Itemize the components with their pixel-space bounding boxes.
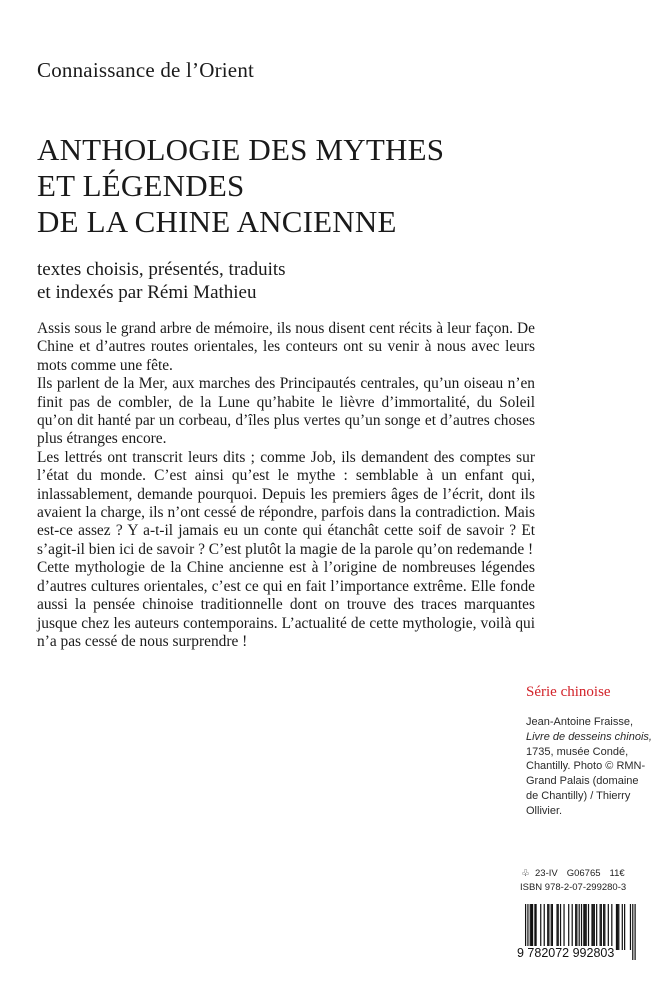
title-line-2: ET LÉGENDES [37, 168, 245, 203]
book-codes [520, 867, 626, 895]
subtitle-line-1: textes choisis, présentés, traduits [37, 259, 286, 280]
barcode-bar [584, 904, 585, 950]
barcode-bar [563, 904, 564, 950]
barcode-bar [540, 904, 541, 950]
price: 11€ [609, 868, 625, 879]
barcode-bar [622, 904, 623, 950]
barcode-bar [604, 904, 605, 950]
barcode-bar [568, 904, 569, 950]
title-line-3: DE LA CHINE ANCIENNE [37, 204, 397, 239]
barcode-bar [603, 904, 604, 950]
subtitle-line-2: et indexés par Rémi Mathieu [37, 282, 257, 303]
barcode-bar [616, 904, 617, 950]
barcode-bar [591, 904, 592, 950]
barcode-number: 9 782072 992803 [517, 946, 615, 960]
code-reference: G06765 [566, 868, 601, 879]
blurb-paragraph-1: Assis sous le grand arbre de mémoire, ils nous disent cent récits à leur façon. De Chine et d’autres routes orientales, les conteurs ont su venir à nous avec leurs mots comme une fête. [37, 320, 535, 374]
barcode-bar [576, 904, 577, 950]
barcode-bar [600, 904, 601, 950]
book-title [37, 132, 637, 240]
barcode-bar [558, 904, 559, 950]
barcode-bar [560, 904, 561, 950]
credit-work: Livre de desseins chinois, [526, 730, 652, 743]
barcode-bar [583, 904, 584, 950]
collection-name: Connaissance de l’Orient [37, 58, 255, 82]
barcode-bar [556, 904, 557, 950]
series-label: Série chinoise [526, 684, 611, 700]
barcode-bar [611, 904, 612, 950]
barcode-bar [617, 904, 618, 950]
barcode-bar [593, 904, 594, 950]
barcode-bar [618, 904, 619, 950]
barcode-bar [594, 904, 595, 950]
code-volume: 23-IV [535, 868, 558, 879]
barcode-bar [601, 904, 602, 950]
barcode-bar [551, 904, 552, 950]
barcode-bar [535, 904, 536, 950]
barcode-bar [586, 904, 587, 950]
barcode-bar [596, 904, 597, 950]
barcode-bar [575, 904, 576, 950]
barcode-bar [624, 904, 625, 950]
barcode-bar [588, 904, 589, 950]
barcode-bar [530, 904, 531, 950]
barcode-bar [531, 904, 532, 950]
credit-author: Jean-Antoine Fraisse, [526, 716, 633, 728]
book-subtitle [37, 258, 286, 304]
title-line-1: ANTHOLOGIE DES MYTHES [37, 132, 445, 167]
blurb-paragraph-2: Ils parlent de la Mer, aux marches des Principautés centrales, qu’un oiseau n’en finit pas de combler, de la Lune qu’habite le lièvre d’immortalité, du Soleil qu’on dit hanté par un corbeau, d’îles plus vertes qu’un songe et d’autres choses plus étranges encore. [37, 375, 535, 448]
blurb-paragraph-3: Les lettrés ont transcrit leurs dits ; comme Job, ils demandent des comptes sur l’état du monde. C’est ainsi qu’est le mythe : semblable à un enfant qui, inlassablement, demande pourquoi. Depuis les premiers âges de l’écrit, dont ils avaient la charge, ils n’ont cessé de répondre, parfois dans la contradiction. Mais est-ce assez ? Y a-t-il jamais eu un conte qui étanchât cette soif de savoir ? Et s’agit-il bien ici de savoir ? C’est plutôt la magie de la parole qu’on redemande ! [37, 448, 535, 558]
barcode-bar [547, 904, 548, 950]
isbn: ISBN 978-2-07-299280-3 [520, 882, 627, 893]
credit-rest: 1735, musée Condé, Chantilly. Photo © RMN-Grand Palais (domaine de Chantilly) / Thierry Ollivier. [526, 745, 646, 817]
blurb-text [37, 320, 535, 651]
publisher-logo-icon: ♧ [521, 868, 530, 879]
image-credit [526, 715, 652, 819]
barcode-bar [548, 904, 549, 950]
barcode-bar [544, 904, 545, 950]
blurb-paragraph-4: Cette mythologie de la Chine ancienne est à l’origine de nombreuses légendes d’autres cultures orientales, c’est ce qui en fait l’importance extrême. Elle fonde aussi la pensée chinoise traditionnelle dont on trouve des traces marquantes jusque chez les auteurs contemporains. L’actualité de cette mythologie, voilà qui n’a pas cessé de nous surprendre ! [37, 559, 535, 650]
barcode-bar [532, 904, 533, 950]
barcode-bar [552, 904, 553, 950]
barcode-bar [608, 904, 609, 950]
barcode-bar [572, 904, 573, 950]
barcode-bar [534, 904, 535, 950]
barcode-bar [630, 904, 631, 950]
